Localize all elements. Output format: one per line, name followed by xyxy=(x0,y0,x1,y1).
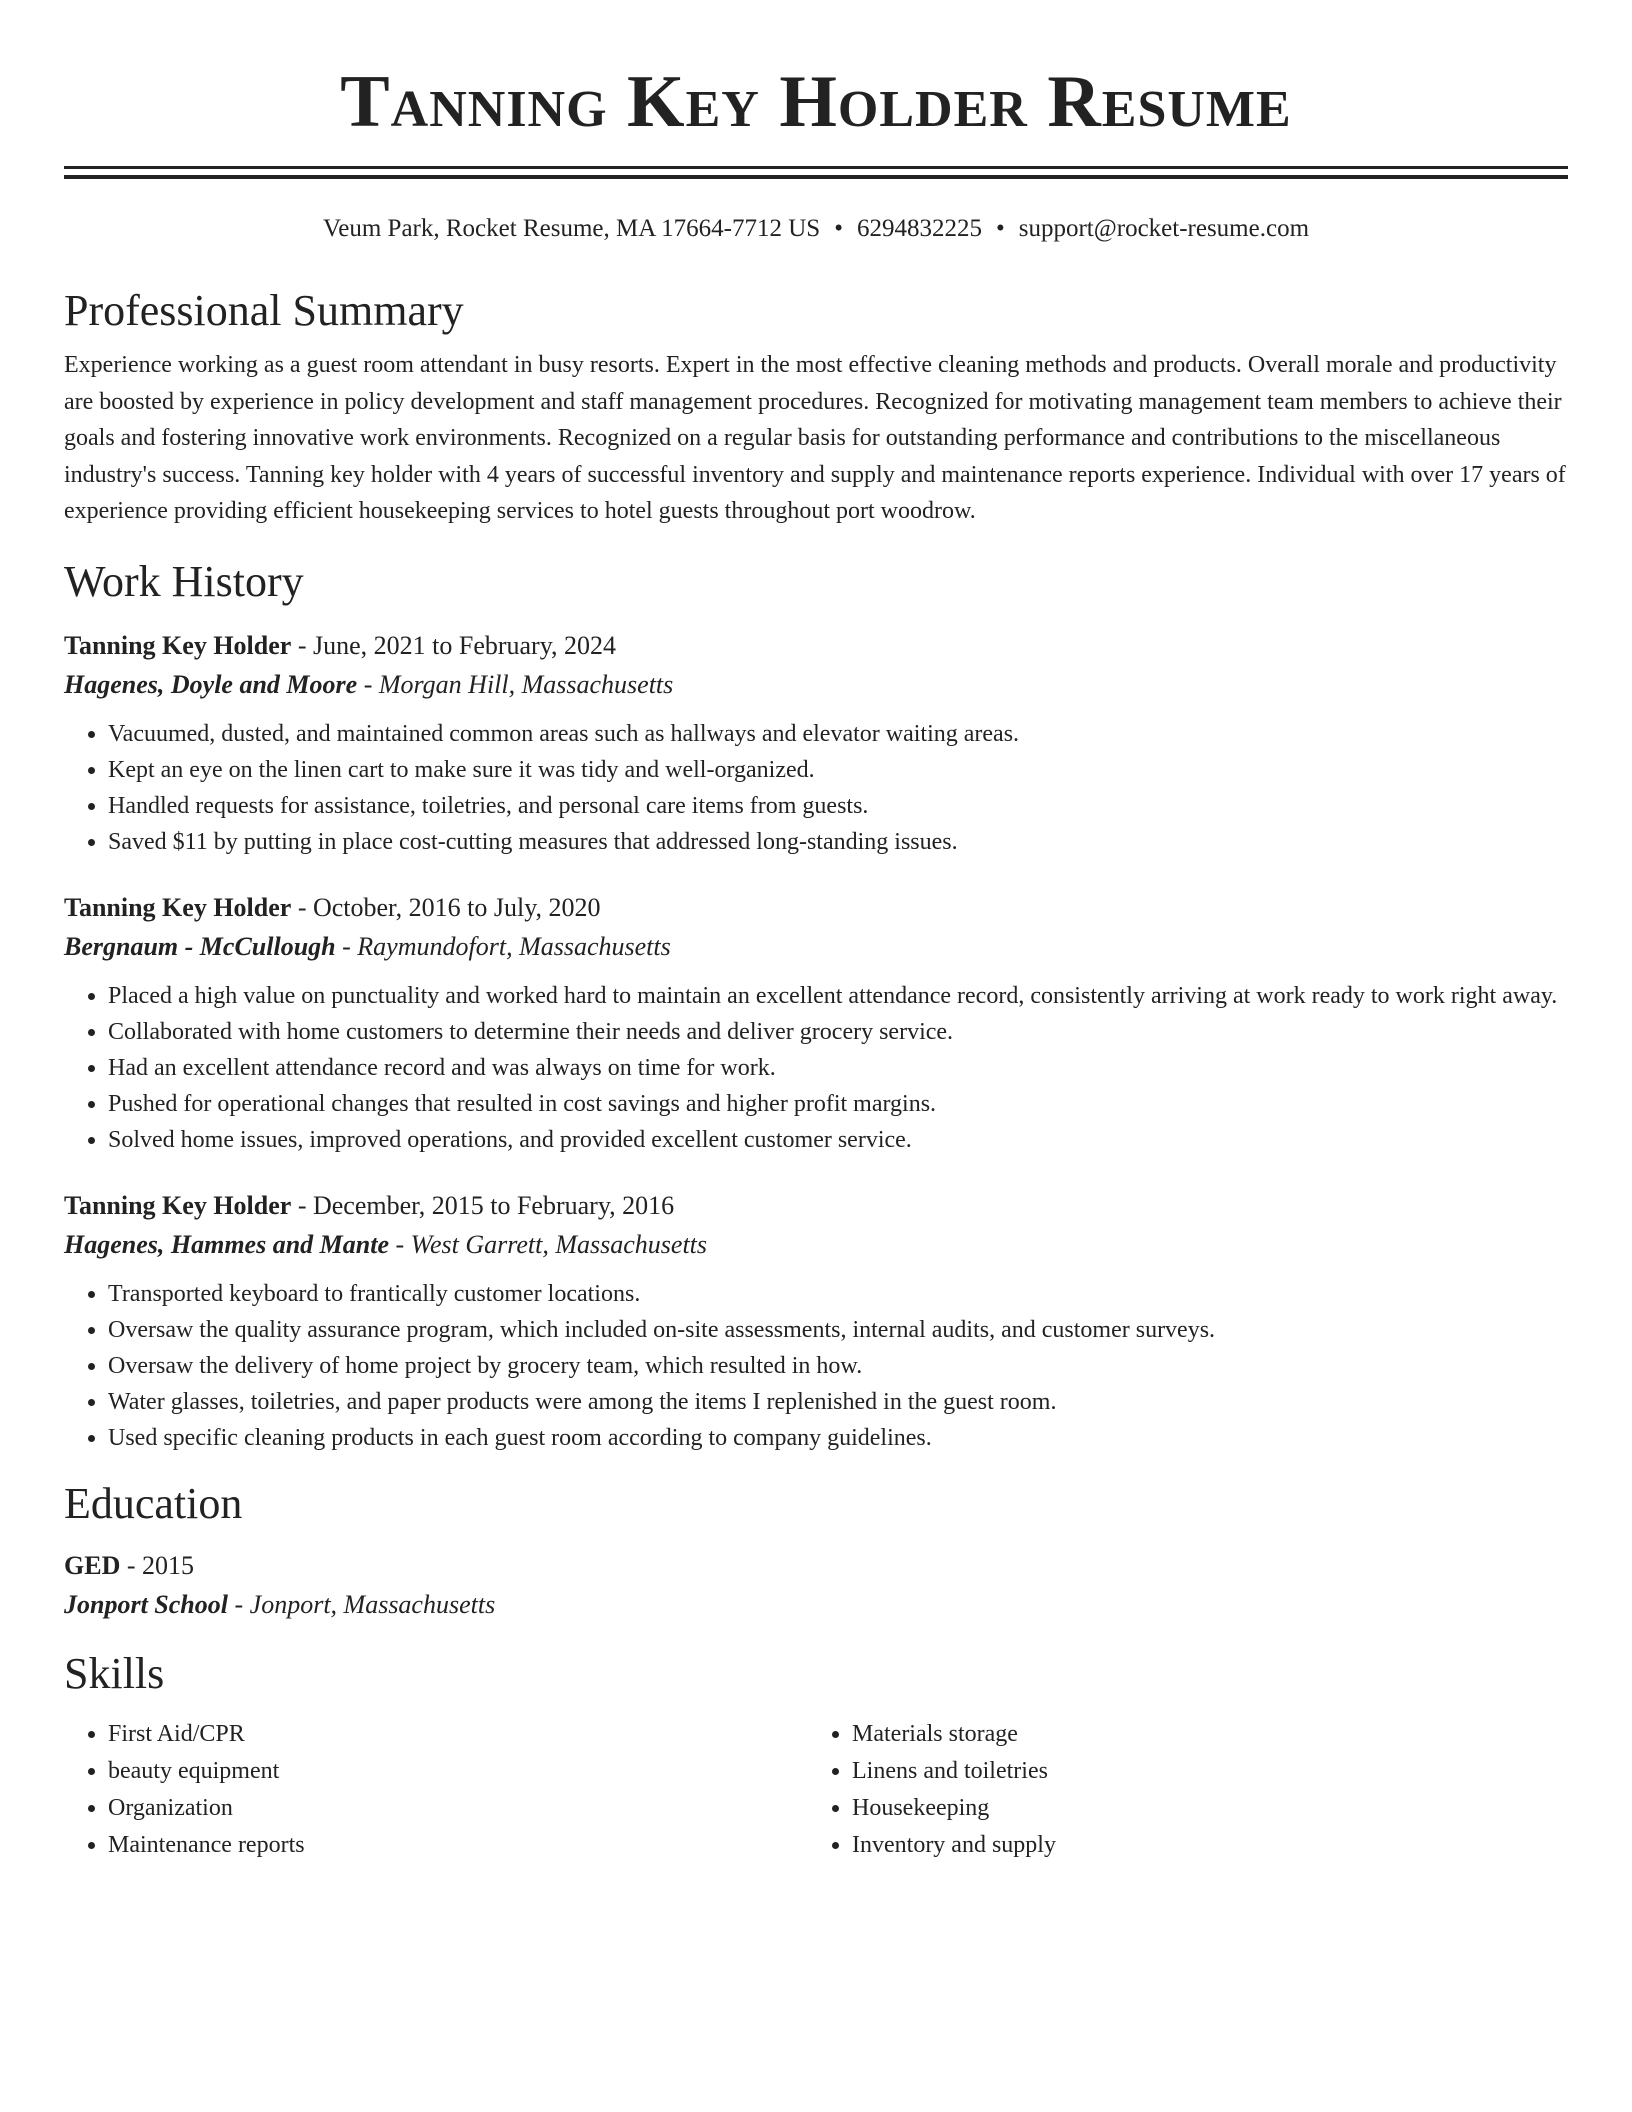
job-location: - Morgan Hill, Massachusetts xyxy=(357,669,674,699)
job-duty: • Handled requests for assistance, toiletries, and personal care items from guests. xyxy=(108,788,1568,824)
page-title: Tanning Key Holder Resume xyxy=(340,61,1292,143)
contact-phone: 6294832225 xyxy=(856,215,982,242)
education-location: - Jonport, Massachusetts xyxy=(228,1589,496,1619)
education-school: Jonport School xyxy=(64,1589,228,1619)
job-duty: • Pushed for operational changes that resulted in cost savings and higher profit margins. xyxy=(108,1086,1568,1122)
job-dates: - June, 2021 to February, 2024 xyxy=(291,630,617,660)
education-heading: Education xyxy=(64,1478,243,1528)
job-role-line xyxy=(64,626,1568,665)
education-year: - 2015 xyxy=(120,1550,195,1580)
job-location: - West Garrett, Massachusetts xyxy=(389,1229,708,1259)
job-duty: • Water glasses, toiletries, and paper products were among the items I replenished in the guest room. xyxy=(108,1384,1568,1420)
job-entry xyxy=(64,626,1568,860)
job-duty: • Oversaw the quality assurance program, which included on-site assessments, internal audits, and customer surveys. xyxy=(108,1312,1568,1348)
job-duty: • Used specific cleaning products in each guest room according to company guidelines. xyxy=(108,1420,1568,1456)
education-school-line xyxy=(64,1585,1568,1624)
skills-list-left xyxy=(64,1716,808,1864)
resume-page xyxy=(64,0,1568,1864)
contact-separator: • xyxy=(834,215,843,242)
job-employer: Bergnaum - McCullough xyxy=(64,931,336,961)
work-history-heading: Work History xyxy=(64,556,304,606)
job-role: Tanning Key Holder xyxy=(64,630,292,660)
skill-item: • beauty equipment xyxy=(108,1753,808,1790)
skill-item: • Linens and toiletries xyxy=(852,1753,1552,1790)
skill-item: • Housekeeping xyxy=(852,1790,1552,1827)
education-degree-line xyxy=(64,1546,1568,1585)
skills-grid xyxy=(64,1716,1568,1864)
job-role-line xyxy=(64,1186,1568,1225)
summary-heading: Professional Summary xyxy=(64,286,464,335)
education-degree: GED xyxy=(64,1550,121,1580)
job-duties-list xyxy=(64,1276,1568,1456)
skills-heading: Skills xyxy=(64,1648,165,1698)
education-entry xyxy=(64,1546,1568,1624)
job-role: Tanning Key Holder xyxy=(64,892,292,922)
job-duty: • Placed a high value on punctuality and worked hard to maintain an excellent attendance record, consistently arriving at work ready to work right away. xyxy=(108,978,1568,1014)
job-duty: • Kept an eye on the linen cart to make sure it was tidy and well-organized. xyxy=(108,752,1568,788)
job-org-line xyxy=(64,927,1568,966)
job-role-line xyxy=(64,888,1568,927)
skill-item: • Maintenance reports xyxy=(108,1827,808,1864)
skill-item: • Organization xyxy=(108,1790,808,1827)
title-divider-top xyxy=(64,166,1568,169)
skills-list-right xyxy=(808,1716,1552,1864)
job-duty: • Had an excellent attendance record and was always on time for work. xyxy=(108,1050,1568,1086)
job-dates: - December, 2015 to February, 2016 xyxy=(291,1190,675,1220)
job-duties-list xyxy=(64,978,1568,1158)
job-duties-list xyxy=(64,716,1568,860)
skill-item: • Inventory and supply xyxy=(852,1827,1552,1864)
job-employer: Hagenes, Doyle and Moore xyxy=(64,669,358,699)
job-org-line xyxy=(64,1225,1568,1264)
job-entry xyxy=(64,1186,1568,1456)
job-duty: • Solved home issues, improved operations, and provided excellent customer service. xyxy=(108,1122,1568,1158)
title-divider-bottom xyxy=(64,175,1568,179)
contact-address: Veum Park, Rocket Resume, MA 17664-7712 US xyxy=(322,215,821,242)
job-duty: • Collaborated with home customers to determine their needs and deliver grocery service. xyxy=(108,1014,1568,1050)
job-duty: • Transported keyboard to frantically customer locations. xyxy=(108,1276,1568,1312)
job-entry xyxy=(64,888,1568,1158)
job-org-line xyxy=(64,665,1568,704)
job-location: - Raymundofort, Massachusetts xyxy=(335,931,671,961)
job-role: Tanning Key Holder xyxy=(64,1190,292,1220)
job-duty: • Saved $11 by putting in place cost-cutting measures that addressed long-standing issues. xyxy=(108,824,1568,860)
skill-item: • Materials storage xyxy=(852,1716,1552,1753)
job-duty: • Oversaw the delivery of home project by grocery team, which resulted in how. xyxy=(108,1348,1568,1384)
job-dates: - October, 2016 to July, 2020 xyxy=(291,892,601,922)
contact-email: support@rocket-resume.com xyxy=(1018,215,1310,242)
job-employer: Hagenes, Hammes and Mante xyxy=(64,1229,390,1259)
contact-line xyxy=(64,213,1568,245)
job-duty: • Vacuumed, dusted, and maintained common areas such as hallways and elevator waiting areas. xyxy=(108,716,1568,752)
contact-separator: • xyxy=(995,215,1005,242)
summary-text: Experience working as a guest room attendant in busy resorts. Expert in the most effective cleaning methods and products. Overall morale and productivity are boosted by experience in policy development and staff management procedures. Recognized for motivating management team members to achieve their goals and fostering innovative work environments. Recognized on a regular basis for outstanding performance and contributions to the miscellaneous industry's success. Tanning key holder with 4 years of successful inventory and supply and maintenance reports experience. Individual with over 17 years of experience providing efficient housekeeping services to hotel guests throughout port woodrow. xyxy=(64,352,1566,524)
skill-item: • First Aid/CPR xyxy=(108,1716,808,1753)
